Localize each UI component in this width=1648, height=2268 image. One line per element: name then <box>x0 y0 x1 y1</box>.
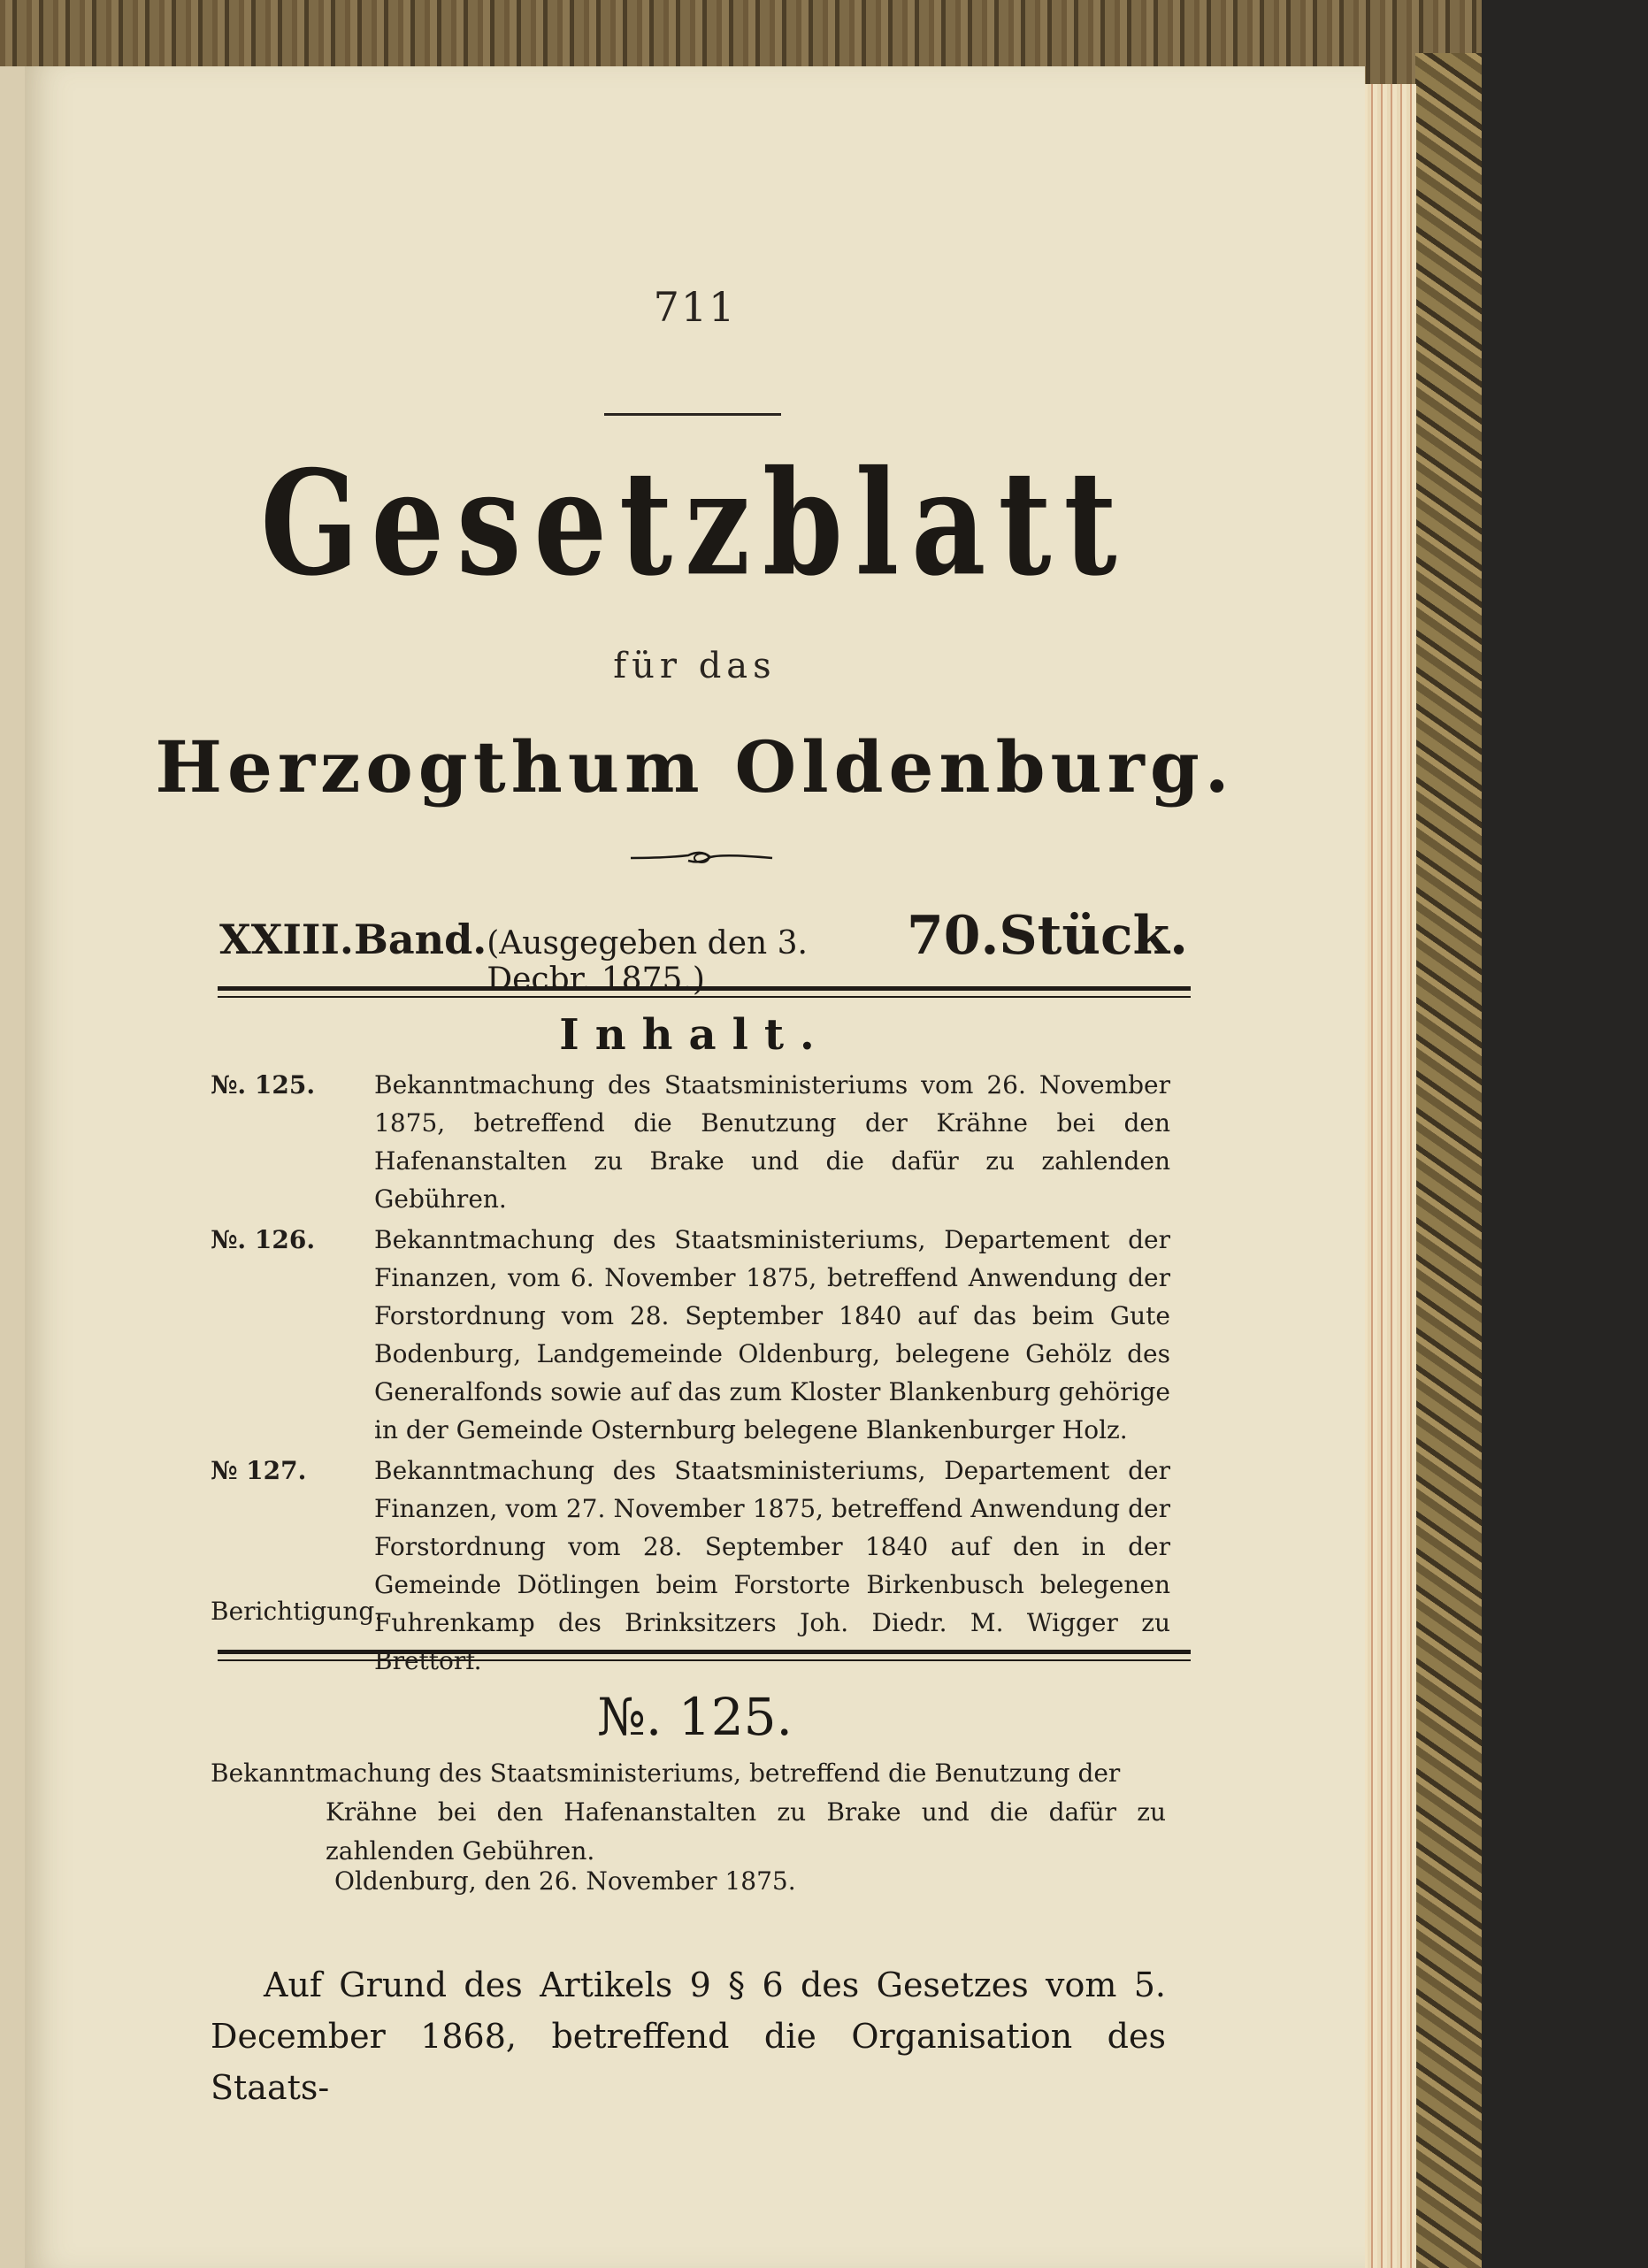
document-title: Gesetzblatt <box>260 438 1130 609</box>
section-number: №. 125. <box>597 1687 793 1747</box>
page-number-rule <box>604 413 781 416</box>
notice-title <box>211 1754 1166 1871</box>
toc-item-text: Bekanntmachung des Staatsministeriums vom 26. November 1875, betreffend die Benutzung der Krähne bei den Hafenanstalten zu Brake und die dafür zu zahlenden Gebühren. <box>374 1070 1170 1214</box>
toc-item <box>211 1066 1170 1218</box>
issue-line <box>219 905 1188 998</box>
toc-item <box>211 1221 1170 1449</box>
subtitle: für das <box>613 646 777 686</box>
toc-item-number: №. 125. <box>211 1070 316 1100</box>
toc-item-number: №. 126. <box>211 1225 316 1254</box>
issue-date: (Ausgegeben den 3. Decbr. 1875.) <box>487 925 808 998</box>
notice-title-first-line: Bekanntmachung des Staatsministeriums, betreffend die Benutzung der <box>211 1758 1121 1788</box>
toc-item-number: № 127. <box>211 1456 307 1485</box>
volume-label: XXIII.Band. <box>219 916 487 963</box>
page-number: 711 <box>653 283 737 331</box>
page-block-edge <box>1358 84 1416 2268</box>
marbled-cover-edge <box>1415 53 1482 2268</box>
toc-item <box>211 1452 1170 1680</box>
table-of-contents <box>211 1066 1170 1682</box>
contents-heading: Inhalt. <box>559 1010 831 1060</box>
flourish-ornament <box>626 845 777 871</box>
state-name: Herzogthum Oldenburg. <box>155 725 1235 808</box>
rule-below-contents <box>218 1650 1191 1654</box>
contents-correction: Berichtigung. <box>211 1597 383 1626</box>
background-right <box>1482 0 1648 2268</box>
previous-page-edge <box>0 66 25 2268</box>
toc-item-text: Bekanntmachung des Staatsministeriums, Departement der Finanzen, vom 6. November 1875, betreffend Anwendung der Forstordnung vom 28. September 1840 auf das beim Gute Bodenburg, Landgemeinde Oldenburg, belegene Gehölz des Generalfonds sowie auf das zum Kloster Blankenburg gehörige in der Gemeinde Osternburg belegene Blankenburger Holz. <box>374 1225 1170 1444</box>
notice-title-rest: Krähne bei den Hafenanstalten zu Brake und die dafür zu zahlenden Gebühren. <box>326 1797 1166 1866</box>
body-paragraph: Auf Grund des Artikels 9 § 6 des Gesetzes vom 5. December 1868, betreffend die Organisation des Staats- <box>211 1965 1166 2107</box>
toc-item-text: Bekanntmachung des Staatsministeriums, Departement der Finanzen, vom 27. November 1875, betreffend Anwendung der Forstordnung vom 28. September 1840 auf den in der Gemeinde Dötlingen beim Forstorte Birkenbusch belegenen Fuhrenkamp des Brinksitzers Joh. Diedr. M. Wigger zu Brettorf. <box>374 1456 1170 1675</box>
issue-number: 70.Stück. <box>906 905 1188 967</box>
rule-above-contents <box>218 986 1191 991</box>
place-date: Oldenburg, den 26. November 1875. <box>334 1866 796 1896</box>
document-page <box>25 66 1365 2268</box>
